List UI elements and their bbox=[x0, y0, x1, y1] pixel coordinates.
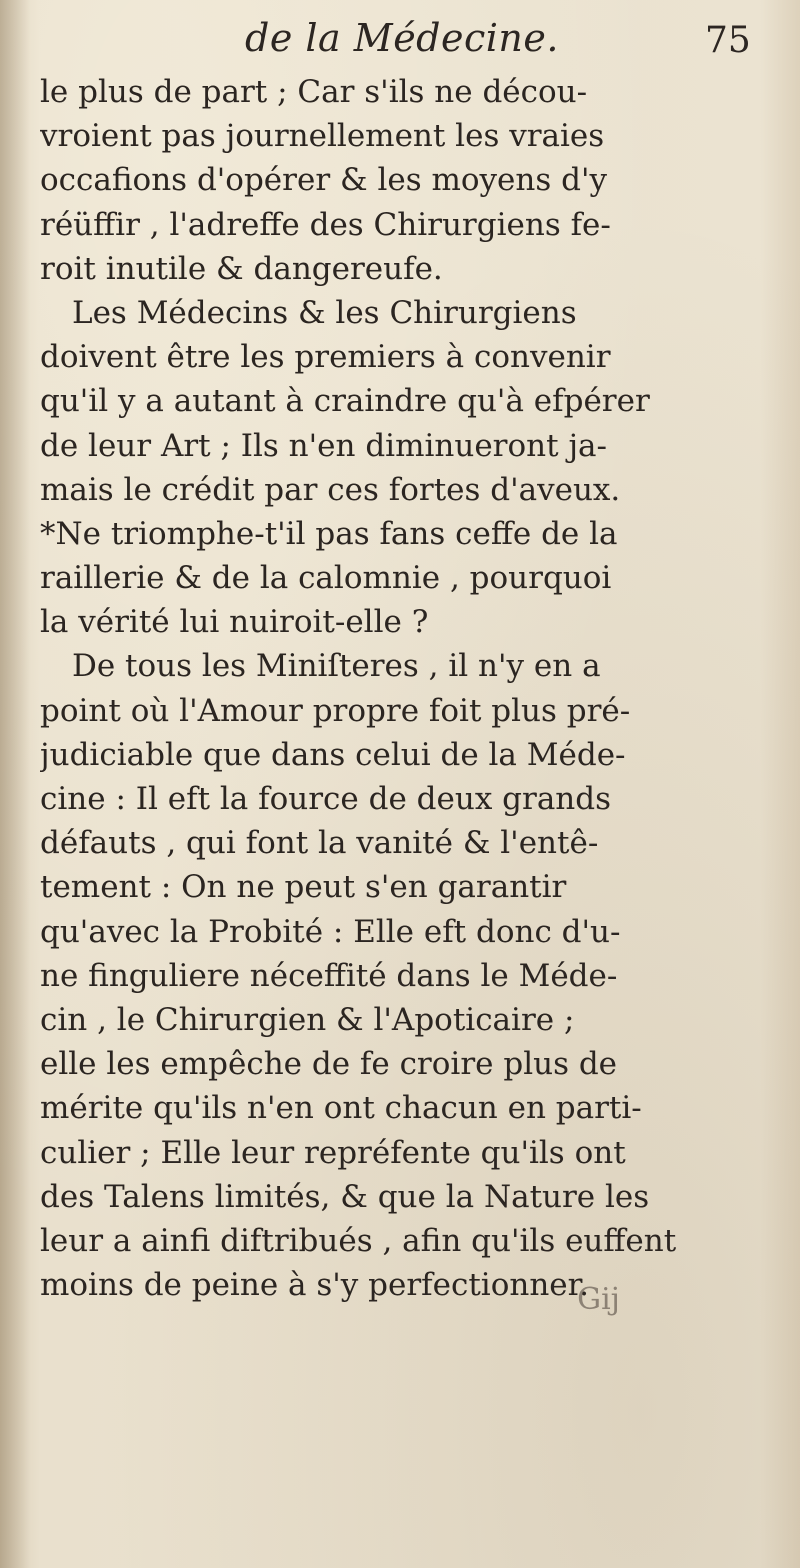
text-line: la vérité lui nuiroit-elle ? bbox=[40, 604, 429, 641]
text-line: réüffir , l'adreffe des Chirurgiens fe- bbox=[40, 206, 611, 243]
page-number: 75 bbox=[705, 20, 751, 61]
text-line: *Ne triomphe-t'il pas fans ceffe de la bbox=[40, 515, 618, 552]
text-line: doivent être les premiers à convenir bbox=[40, 339, 611, 376]
text-line: mais le crédit par ces fortes d'aveux. bbox=[40, 471, 621, 508]
text-line: tement : On ne peut s'en garantir bbox=[40, 869, 567, 906]
text-line: cin , le Chirurgien & l'Apoticaire ; bbox=[40, 1001, 575, 1038]
text-line: Les Médecins & les Chirurgiens bbox=[72, 294, 577, 331]
text-line: elle les empêche de fe croire plus de bbox=[40, 1046, 618, 1083]
text-line: mérite qu'ils n'en ont chacun en parti- bbox=[40, 1090, 642, 1127]
text-line: leur a ainfi diftribués , afin qu'ils euffent bbox=[40, 1222, 677, 1259]
text-line: des Talens limités, & que la Nature les bbox=[40, 1178, 650, 1215]
signature-mark: Gij bbox=[577, 1282, 620, 1317]
running-title: de la Médecine. bbox=[245, 16, 559, 60]
footer-line bbox=[100, 1282, 740, 1322]
text-line: le plus de part ; Car s'ils ne décou- bbox=[40, 74, 588, 110]
text-line: cine : Il eft la fource de deux grands bbox=[40, 781, 612, 817]
running-head bbox=[0, 10, 800, 70]
body-text bbox=[40, 70, 780, 1307]
text-line: culier ; Elle leur repréfente qu'ils ont bbox=[40, 1134, 626, 1171]
text-line: point où l'Amour propre foit plus pré- bbox=[40, 692, 631, 729]
text-line: judiciable que dans celui de la Méde- bbox=[40, 736, 626, 773]
text-line: qu'il y a autant à craindre qu'à efpérer bbox=[40, 383, 650, 420]
text-line: ne finguliere néceffité dans le Méde- bbox=[40, 957, 618, 994]
page-gutter-shadow bbox=[0, 0, 30, 1568]
text-line: roit inutile & dangereufe. bbox=[40, 250, 443, 287]
text-line: De tous les Miniſteres , il n'y en a bbox=[72, 648, 601, 685]
text-line: défauts , qui font la vanité & l'entê- bbox=[40, 825, 599, 862]
text-line: vroient pas journellement les vraies bbox=[40, 118, 605, 155]
text-line: qu'avec la Probité : Elle eft donc d'u- bbox=[40, 913, 621, 950]
text-line: raillerie & de la calomnie , pourquoi bbox=[40, 560, 612, 597]
text-line: moins de peine à s'y perfectionner. bbox=[40, 1267, 589, 1304]
text-line: de leur Art ; Ils n'en diminueront ja- bbox=[40, 427, 608, 464]
text-line: occafions d'opérer & les moyens d'y bbox=[40, 162, 607, 199]
